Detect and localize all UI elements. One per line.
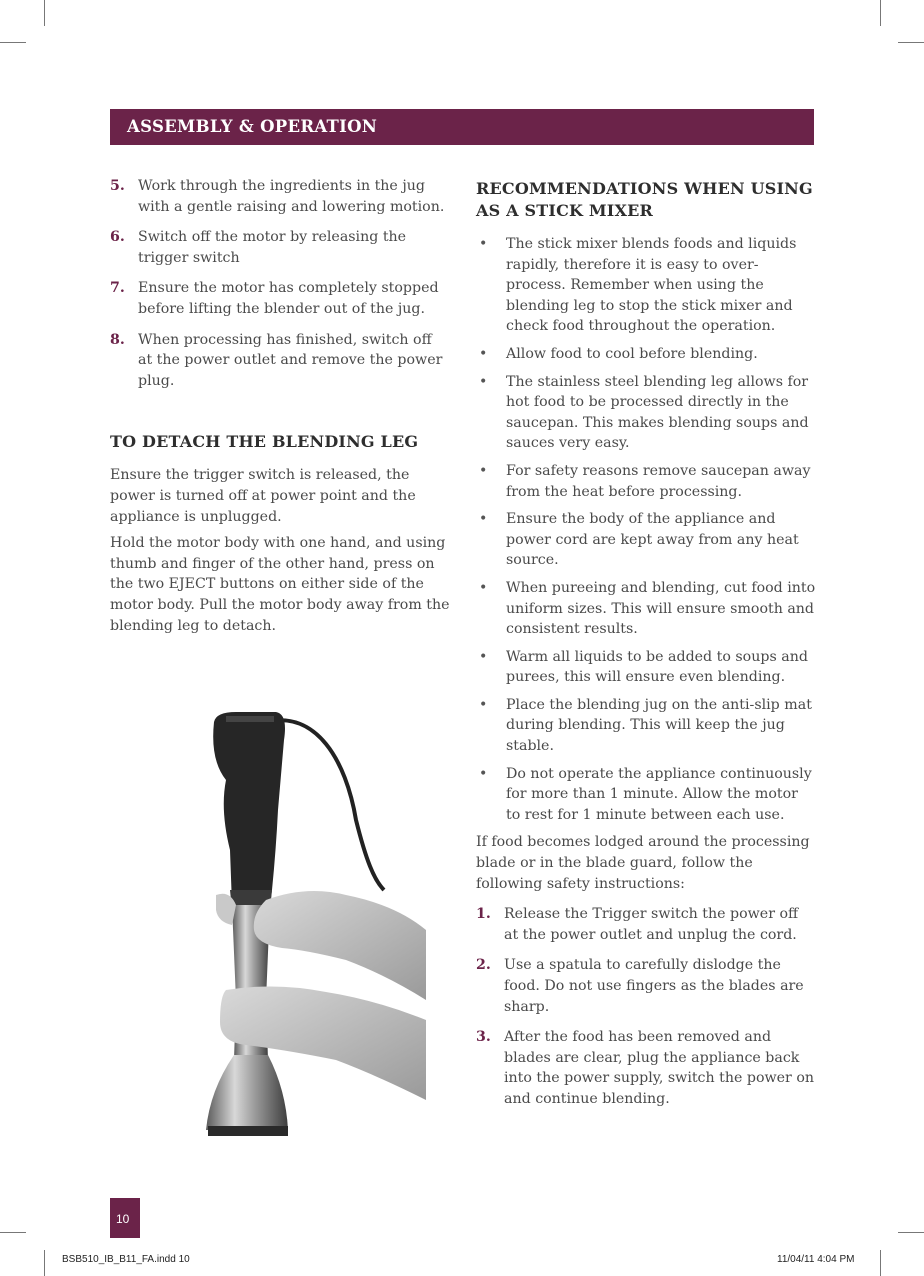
lodged-intro: If food becomes lodged around the processing blade or in the blade guard, follow the following safety instructions: <box>476 834 810 892</box>
stick-mixer-photo <box>196 700 426 1160</box>
crop-mark <box>898 42 924 43</box>
step-number: 1. <box>476 906 491 923</box>
step-text: When processing has finished, switch off at the power outlet and remove the power plug. <box>138 331 443 389</box>
list-item-text: Warm all liquids to be added to soups and purees, this will ensure even blending. <box>506 648 808 686</box>
list-item <box>476 344 816 365</box>
step-number: 8. <box>110 331 125 348</box>
step-item <box>110 227 450 268</box>
bullet-icon: • <box>479 373 488 390</box>
safety-step <box>476 955 816 1017</box>
list-item <box>476 234 816 337</box>
step-number: 6. <box>110 229 125 246</box>
list-item <box>476 461 816 502</box>
recommendations-heading: RECOMMENDATIONS WHEN USING AS A STICK MIXER <box>476 179 813 220</box>
step-text: After the food has been removed and blades are clear, plug the appliance back into the power supply, switch the power on and continue blending. <box>504 1029 815 1107</box>
page-number-box <box>110 1198 140 1238</box>
step-item <box>110 278 450 319</box>
detach-paragraph: Ensure the trigger switch is released, the power is turned off at power point and the appliance is unplugged. <box>110 467 416 525</box>
list-item <box>476 372 816 454</box>
step-item <box>110 330 450 392</box>
step-number: 7. <box>110 280 125 297</box>
step-number: 5. <box>110 178 125 194</box>
step-number: 2. <box>476 957 491 974</box>
bullet-icon: • <box>479 345 488 362</box>
detach-paragraph: Hold the motor body with one hand, and using thumb and finger of the other hand, press on the two EJECT buttons on either side of the motor body. Pull the motor body away from the blending leg to detach. <box>110 535 450 634</box>
list-item <box>476 647 816 688</box>
crop-mark <box>0 1232 26 1233</box>
bullet-icon: • <box>479 765 488 782</box>
safety-step <box>476 904 816 945</box>
section-title: ASSEMBLY & OPERATION <box>127 117 378 136</box>
section-header-bar <box>110 109 814 145</box>
step-text: Use a spatula to carefully dislodge the food. Do not use fingers as the blades are sharp. <box>504 957 804 1015</box>
list-item-text: Do not operate the appliance continuously for more than 1 minute. Allow the motor to rest for 1 minute between each use. <box>506 765 812 823</box>
list-item-text: For safety reasons remove saucepan away from the heat before processing. <box>506 462 811 500</box>
bullet-icon: • <box>479 696 488 713</box>
crop-mark <box>880 1250 881 1276</box>
bullet-icon: • <box>479 511 488 528</box>
list-item <box>476 578 816 640</box>
bullet-icon: • <box>479 648 488 665</box>
footer-filename: BSB510_IB_B11_FA.indd 10 <box>62 1254 190 1265</box>
page-number: 10 <box>116 1212 130 1226</box>
crop-mark <box>898 1232 924 1233</box>
list-item-text: The stick mixer blends foods and liquids rapidly, therefore it is easy to over-process. Remember when using the blending leg to stop the stick mixer and check food throughout the operation. <box>506 236 797 335</box>
step-number: 3. <box>476 1029 491 1046</box>
step-item <box>110 176 450 217</box>
safety-step <box>476 1027 816 1109</box>
crop-mark <box>44 1250 45 1276</box>
list-item <box>476 509 816 571</box>
footer-timestamp: 11/04/11 4:04 PM <box>777 1254 855 1265</box>
list-item-text: Allow food to cool before blending. <box>506 345 758 362</box>
list-item-text: When pureeing and blending, cut food into uniform sizes. This will ensure smooth and consistent results. <box>506 579 816 638</box>
crop-mark <box>0 42 26 43</box>
list-item-text: Ensure the body of the appliance and power cord are kept away from any heat source. <box>506 511 799 569</box>
list-item <box>476 695 816 757</box>
left-column <box>110 176 450 636</box>
step-text: Work through the ingredients in the jug with a gentle raising and lowering motion. <box>138 178 445 215</box>
bullet-icon: • <box>479 579 488 596</box>
list-item-text: Place the blending jug on the anti-slip mat during blending. This will keep the jug stable. <box>506 696 812 755</box>
crop-mark <box>880 0 881 26</box>
crop-mark <box>44 0 45 26</box>
list-item-text: The stainless steel blending leg allows for hot food to be processed directly in the saucepan. This makes blending soups and sauces very easy. <box>506 373 809 452</box>
step-text: Ensure the motor has completely stopped before lifting the blender out of the jug. <box>138 280 439 317</box>
step-text: Release the Trigger switch the power off at the power outlet and unplug the cord. <box>504 906 799 943</box>
detach-heading: TO DETACH THE BLENDING LEG <box>110 432 419 452</box>
bullet-icon: • <box>479 236 488 252</box>
right-column <box>476 178 816 1120</box>
bullet-icon: • <box>479 462 488 479</box>
list-item <box>476 764 816 826</box>
step-text: Switch off the motor by releasing the trigger switch <box>138 229 407 266</box>
